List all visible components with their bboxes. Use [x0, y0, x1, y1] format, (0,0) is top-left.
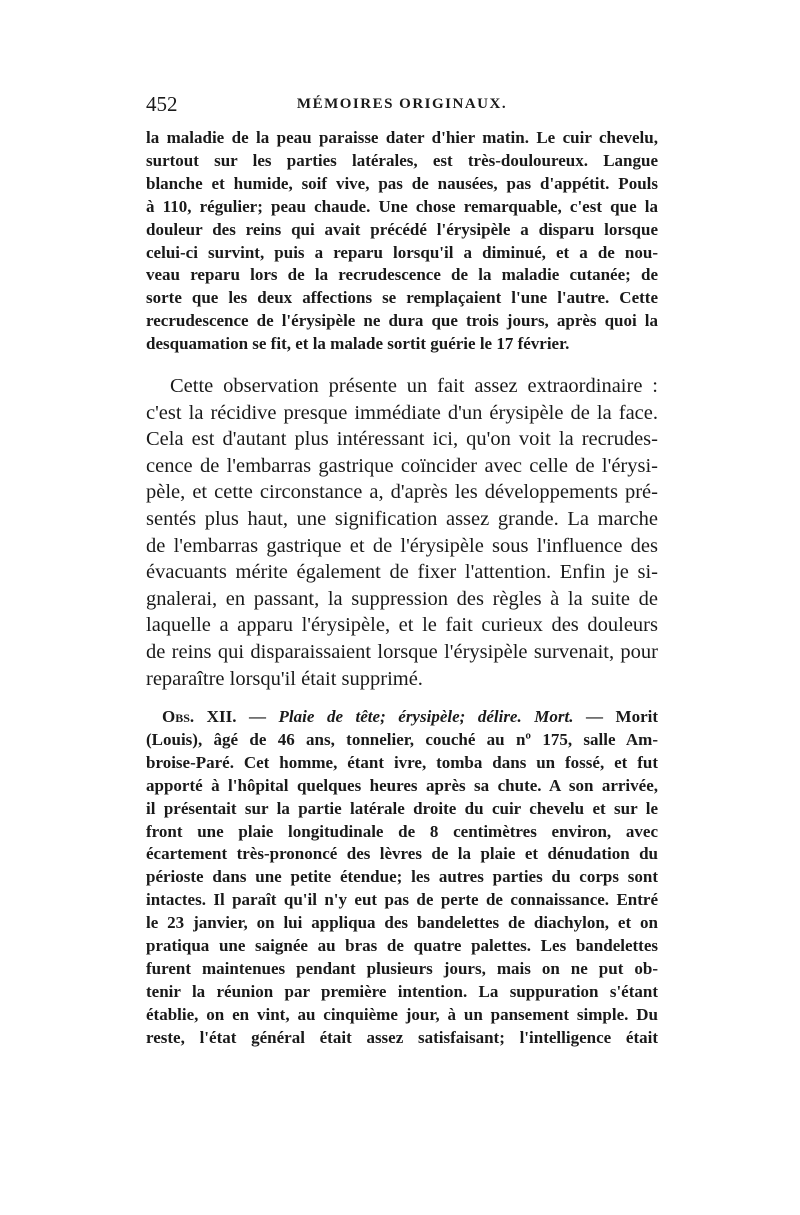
- text-line: c'est la récidive presque immédiate d'un érysipèle de la face.: [146, 401, 658, 424]
- page-number: 452: [146, 92, 178, 116]
- text-line: desquamation se fit, et la malade sortit guérie le 17 février.: [146, 334, 570, 354]
- commentary-paragraph: [146, 373, 658, 692]
- observation-dash: —: [249, 707, 266, 726]
- text-line: la maladie de la peau paraisse dater d'hier matin. Le cuir chevelu,: [146, 128, 658, 147]
- text-line: reste, l'état général était assez satisfaisant; l'intelligence était: [146, 1027, 658, 1047]
- text-line: à 110, régulier; peau chaude. Une chose remarquable, c'est que la: [146, 196, 658, 216]
- observation-title: Plaie de tête; érysipèle; délire. Mort.: [278, 707, 574, 726]
- text-line: veau reparu lors de la recrudescence de la maladie cutanée; de: [146, 265, 658, 285]
- text-line: apporté à l'hôpital quelques heures après sa chute. A son arrivée,: [146, 775, 658, 795]
- text-line: laquelle a apparu l'érysipèle, et le fait curieux des douleurs: [146, 614, 658, 637]
- text-line: recrudescence de l'érysipèle ne dura que trois jours, après quoi la: [146, 311, 658, 331]
- observation-heading-rest: — Morit: [586, 707, 659, 726]
- text-line: périoste dans une petite étendue; les autres parties du corps sont: [146, 867, 658, 887]
- text-line: broise-Paré. Cet homme, étant ivre, tomba dans un fossé, et fut: [146, 752, 658, 772]
- text-line: sentés plus haut, une signification assez grande. La marche: [146, 507, 658, 530]
- text-line: tenir la réunion par première intention. La suppuration s'étant: [146, 981, 658, 1001]
- text-line: évacuants mérite également de fixer l'attention. Enfin je si-: [146, 561, 658, 584]
- observation-heading-line: [146, 706, 658, 729]
- text-line: le 23 janvier, on lui appliqua des bandelettes de diachylon, et on: [146, 913, 658, 933]
- text-line: surtout sur les parties latérales, est très-douloureux. Langue: [146, 150, 658, 170]
- text-line: cence de l'embarras gastrique coïncider avec celle de l'érysi-: [146, 454, 658, 477]
- text-line: front une plaie longitudinale de 8 centimètres environ, avec: [146, 821, 658, 841]
- text-line: reparaître lorsqu'il était supprimé.: [146, 667, 423, 690]
- observation-paragraph: [146, 706, 658, 1050]
- running-title: MÉMOIRES ORIGINAUX.: [296, 96, 508, 112]
- text-line: furent maintenues pendant plusieurs jours, mais on ne put ob-: [146, 958, 658, 978]
- text-line: Cette observation présente un fait assez extraordinaire :: [170, 375, 658, 397]
- text-line: blanche et humide, soif vive, pas de nausées, pas d'appétit. Pouls: [146, 173, 658, 193]
- text-line: de reins qui disparaissaient lorsque l'érysipèle survenait, pour: [146, 640, 658, 663]
- text-line: (Louis), âgé de 46 ans, tonnelier, couché au nº 175, salle Am-: [146, 729, 658, 749]
- text-line: douleur des reins qui avait précédé l'érysipèle a disparu lorsque: [146, 219, 658, 239]
- text-line: écartement très-prononcé des lèvres de la plaie et dénudation du: [146, 844, 658, 864]
- running-head: [146, 92, 658, 122]
- text-line: intactes. Il paraît qu'il n'y eut pas de perte de connaissance. Entré: [146, 890, 658, 910]
- text-line: pèle, et cette circonstance a, d'après les développements pré-: [146, 481, 658, 504]
- text-line: pratiqua une saignée au bras de quatre palettes. Les bandelettes: [146, 936, 658, 956]
- text-line: de l'embarras gastrique et de l'érysipèle sous l'influence des: [146, 534, 658, 557]
- text-line: celui-ci survint, puis a reparu lorsqu'il a diminué, et a de nou-: [146, 242, 658, 262]
- observation-label: Obs. XII.: [162, 707, 237, 726]
- text-line: Cela est d'autant plus intéressant ici, qu'on voit la recrudes-: [146, 428, 658, 451]
- text-line: établie, on en vint, au cinquième jour, à un pansement simple. Du: [146, 1004, 658, 1024]
- text-line: sorte que les deux affections se remplaçaient l'une l'autre. Cette: [146, 288, 658, 308]
- text-line: il présentait sur la partie latérale droite du cuir chevelu et sur le: [146, 798, 658, 818]
- text-line: gnalerai, en passant, la suppression des règles à la suite de: [146, 587, 658, 610]
- case-continuation-paragraph: [146, 127, 658, 356]
